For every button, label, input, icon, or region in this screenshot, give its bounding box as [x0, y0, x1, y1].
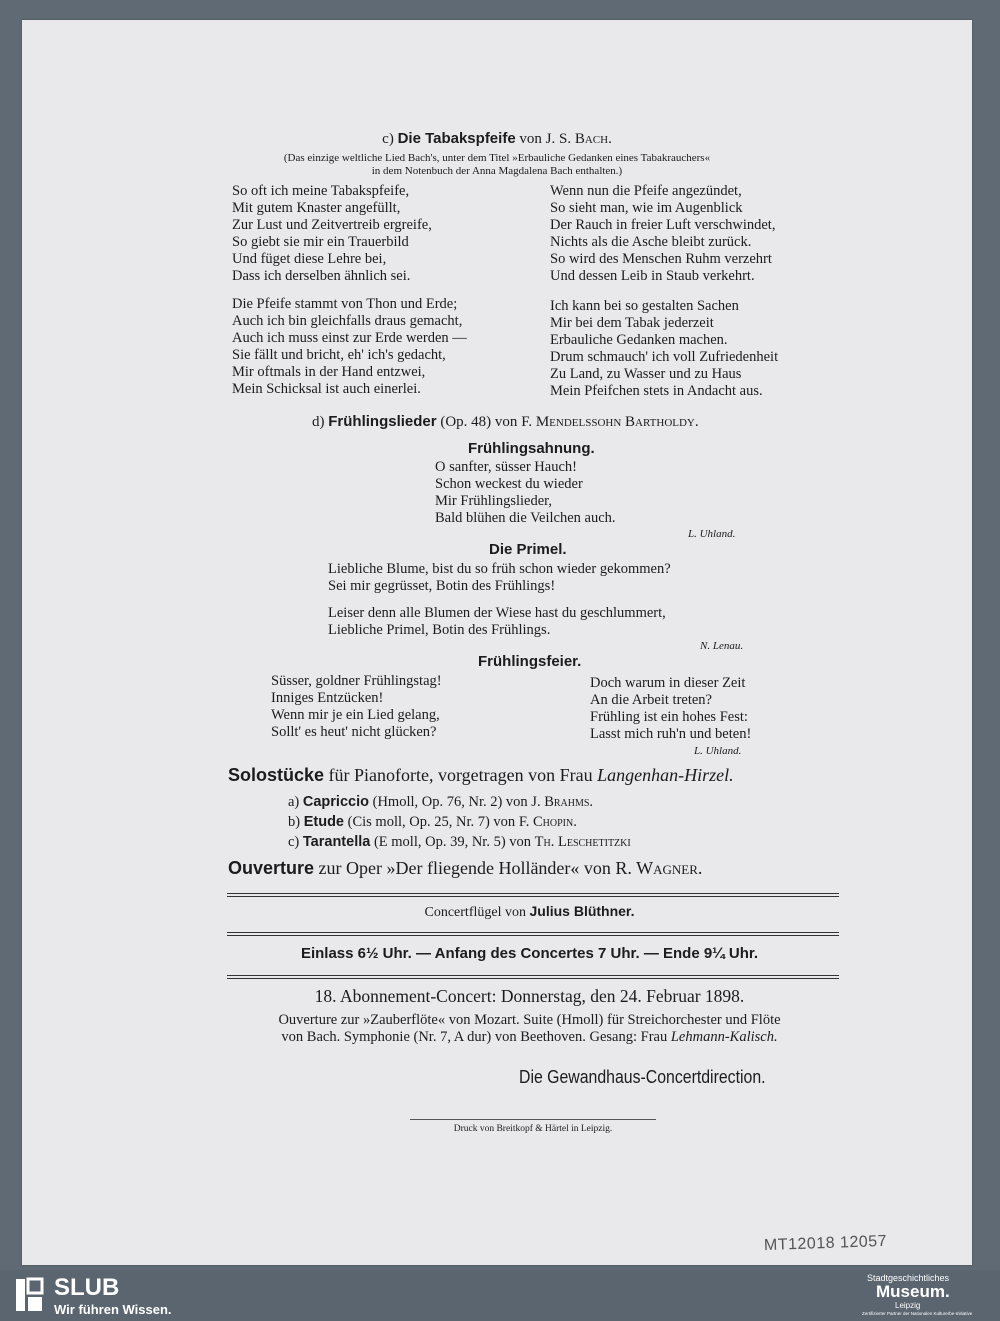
piano-line: [22, 903, 1000, 921]
poem-line: Bald blühen die Veilchen auch.: [435, 510, 616, 526]
composer-name: J. S. Bach.: [545, 131, 612, 147]
poem-line: Auch ich bin gleichfalls draus gemacht,: [232, 313, 463, 329]
printer-imprint: Druck von Breitkopf & Härtel in Leipzig.: [453, 1124, 613, 1134]
program-page: [22, 20, 972, 1265]
solo-item: [288, 812, 631, 832]
solo-title: Solostücke: [228, 765, 325, 785]
poem-line: Lasst mich ruh'n und beten!: [590, 726, 752, 742]
poem-line: Und füget diese Lehre bei,: [232, 251, 387, 267]
poem-line: Liebliche Blume, bist du so früh schon wieder gekommen?: [328, 561, 671, 577]
museum-name: Museum.: [876, 1282, 950, 1301]
author-lenau: N. Lenau.: [700, 640, 744, 652]
poem-line: An die Arbeit treten?: [590, 692, 712, 708]
poem-line: O sanfter, süsser Hauch!: [435, 459, 577, 475]
poem-line: So oft ich meine Tabakspfeife,: [232, 183, 410, 199]
primel-stanza-2: [328, 605, 666, 639]
timing-line: Einlass 6½ Uhr. — Anfang des Concertes 7 Uhr. — Ende 9¼ Uhr.: [300, 945, 759, 962]
museum-top-line: Stadtgeschichtliches: [867, 1273, 950, 1283]
poem-line: Sie fällt und bricht, eh' ich's gedacht,: [232, 347, 446, 363]
fruehlingsfeier-right: [590, 675, 751, 743]
solo-item: [288, 792, 631, 812]
poem-line: Sei mir gegrüsset, Botin des Frühlings!: [328, 578, 556, 594]
fruehlingsahnung-lines: [435, 459, 616, 527]
poem-line: Erbauliche Gedanken machen.: [550, 332, 728, 348]
tabak-right-stanza-2: [550, 298, 778, 400]
slub-logo-icon: [14, 1275, 44, 1315]
poem-line: Zur Lust und Zeitvertreib ergreife,: [232, 217, 432, 233]
song-title-fruehlingsfeier: Frühlingsfeier.: [478, 653, 582, 670]
tabak-heading: [22, 130, 972, 148]
poem-line: Auch ich muss einst zur Erde werden —: [232, 330, 467, 346]
tabak-note-1: (Das einzige weltliche Lied Bach's, unter dem Titel »Erbauliche Gedanken eines Tabakrauchers«: [283, 152, 711, 164]
poem-line: Inniges Entzücken!: [271, 690, 384, 706]
poem-line: Süsser, goldner Frühlingstag!: [271, 673, 442, 689]
piece-name: Etude: [303, 814, 344, 830]
poem-line: Sollt' es heut' nicht glücken?: [271, 724, 437, 740]
poem-line: Zu Land, zu Wasser und zu Haus: [550, 366, 742, 382]
poem-line: Ich kann bei so gestalten Sachen: [550, 298, 739, 314]
piece-name: Tarantella: [302, 834, 371, 850]
museum-certificate-note: Zertifizierter Partner der Nationalen Kulturerbe-Initiative: [862, 1311, 973, 1316]
next-concert-title: 18. Abonnement-Concert: Donnerstag, den 24. Februar 1898.: [314, 986, 745, 1006]
item-letter: a): [288, 794, 300, 810]
poem-line: Wenn mir je ein Lied gelang,: [271, 707, 440, 723]
section-letter: d): [312, 414, 325, 430]
poem-line: Schon weckest du wieder: [435, 476, 583, 492]
composer-name: F. Mendelssohn Bartholdy.: [521, 414, 699, 430]
poem-line: Wenn nun die Pfeife angezündet,: [550, 183, 742, 199]
next-concert-line-3: [22, 1029, 1000, 1046]
poem-line: Und dessen Leib in Staub verkehrt.: [550, 268, 755, 284]
poem-line: Mir Frühlingslieder,: [435, 493, 553, 509]
tabak-left-stanza-2: [232, 296, 467, 398]
poem-line: So wird des Menschen Ruhm verzehrt: [550, 251, 772, 267]
slub-slogan: Wir führen Wissen.: [54, 1302, 172, 1317]
poem-line: Dass ich derselben ähnlich sei.: [232, 268, 411, 284]
printer-rule: [410, 1119, 656, 1120]
poem-line: Liebliche Primel, Botin des Frühlings.: [328, 622, 551, 638]
next-concert-line-2: Ouverture zur »Zauberflöte« von Mozart. Suite (Hmoll) für Streichorchester und Flöte: [278, 1012, 781, 1028]
poem-line: Mein Schicksal ist auch einerlei.: [232, 381, 421, 397]
item-letter: c): [288, 834, 300, 850]
poem-line: So sieht man, wie im Augenblick: [550, 200, 743, 216]
poem-line: Nichts als die Asche bleibt zurück.: [550, 234, 752, 250]
poem-line: Drum schmauch' ich voll Zufriedenheit: [550, 349, 779, 365]
shelfmark-handwritten: MT12018 12057: [763, 1232, 888, 1255]
singer-name: Lehmann-Kalisch.: [670, 1029, 778, 1045]
solo-item: [288, 832, 631, 852]
author-uhland-2: L. Uhland.: [694, 745, 742, 757]
ouverture-title: Ouverture: [228, 858, 315, 878]
piece-name: Capriccio: [302, 794, 369, 810]
signature-line: Die Gewandhaus-Concertdirection.: [519, 1067, 766, 1087]
composer-name: F. Chopin.: [518, 814, 577, 830]
poem-line: Mir bei dem Tabak jederzeit: [550, 315, 714, 331]
fruehling-heading: [312, 413, 699, 431]
composer-name: J. Brahms.: [531, 794, 594, 810]
tabak-left-stanza-1: [232, 183, 432, 285]
song-title-primel: Die Primel.: [489, 541, 567, 558]
poem-line: Mein Pfeifchen stets in Andacht aus.: [550, 383, 763, 399]
piece-detail: (Hmoll, Op. 76, Nr. 2) von: [372, 794, 528, 810]
tabak-note-2: in dem Notenbuch der Anna Magdalena Bach enthalten.): [371, 165, 623, 177]
next-concert-text: von Bach. Symphonie (Nr. 7, A dur) von Beethoven. Gesang: Frau: [281, 1029, 668, 1045]
section-letter: c): [382, 131, 394, 147]
poem-line: Frühling ist ein hohes Fest:: [590, 709, 748, 725]
composer-name: R. Wagner.: [615, 858, 703, 878]
primel-stanza-1: [328, 561, 671, 595]
solo-heading: [228, 765, 734, 786]
double-rule: [227, 975, 839, 979]
solo-list: [288, 792, 631, 852]
tabak-right-stanza-1: [550, 183, 775, 285]
composer-prefix: von: [519, 131, 542, 147]
performer-name: Langenhan-Hirzel.: [597, 765, 734, 785]
slub-logo-text: SLUB: [54, 1274, 120, 1301]
piano-prefix: Concertflügel von: [424, 905, 526, 920]
solo-description: für Pianoforte, vorgetragen von Frau: [328, 765, 593, 785]
poem-line: Mir oftmals in der Hand entzwei,: [232, 364, 426, 380]
author-uhland-1: L. Uhland.: [688, 528, 736, 540]
double-rule: [227, 893, 839, 897]
song-cycle-title: Frühlingslieder: [328, 413, 437, 430]
song-title-fruehlingsahnung: Frühlingsahnung.: [468, 440, 595, 457]
piece-detail: (Cis moll, Op. 25, Nr. 7) von: [347, 814, 516, 830]
footer-bar: [0, 1270, 1000, 1321]
piece-detail: (E moll, Op. 39, Nr. 5) von: [373, 834, 532, 850]
double-rule: [227, 932, 839, 936]
museum-city: Leipzig: [895, 1301, 921, 1310]
poem-line: Der Rauch in freier Luft verschwindet,: [550, 217, 776, 233]
item-letter: b): [288, 814, 301, 830]
poem-line: So giebt sie mir ein Trauerbild: [232, 234, 409, 250]
ouverture-description: zur Oper »Der fliegende Holländer« von: [318, 858, 611, 878]
poem-line: Mit gutem Knaster angefüllt,: [232, 200, 401, 216]
ouverture-line: [228, 858, 702, 879]
poem-line: Leiser denn alle Blumen der Wiese hast du geschlummert,: [328, 605, 666, 621]
poem-line: Doch warum in dieser Zeit: [590, 675, 746, 691]
poem-line: Die Pfeife stammt von Thon und Erde;: [232, 296, 458, 312]
opus-info: (Op. 48) von: [440, 414, 518, 430]
composer-name: Th. Leschetitzki: [534, 834, 631, 850]
piano-maker: Julius Blüthner.: [529, 903, 635, 919]
fruehlingsfeier-left: [271, 673, 442, 741]
song-title: Die Tabakspfeife: [397, 130, 516, 147]
